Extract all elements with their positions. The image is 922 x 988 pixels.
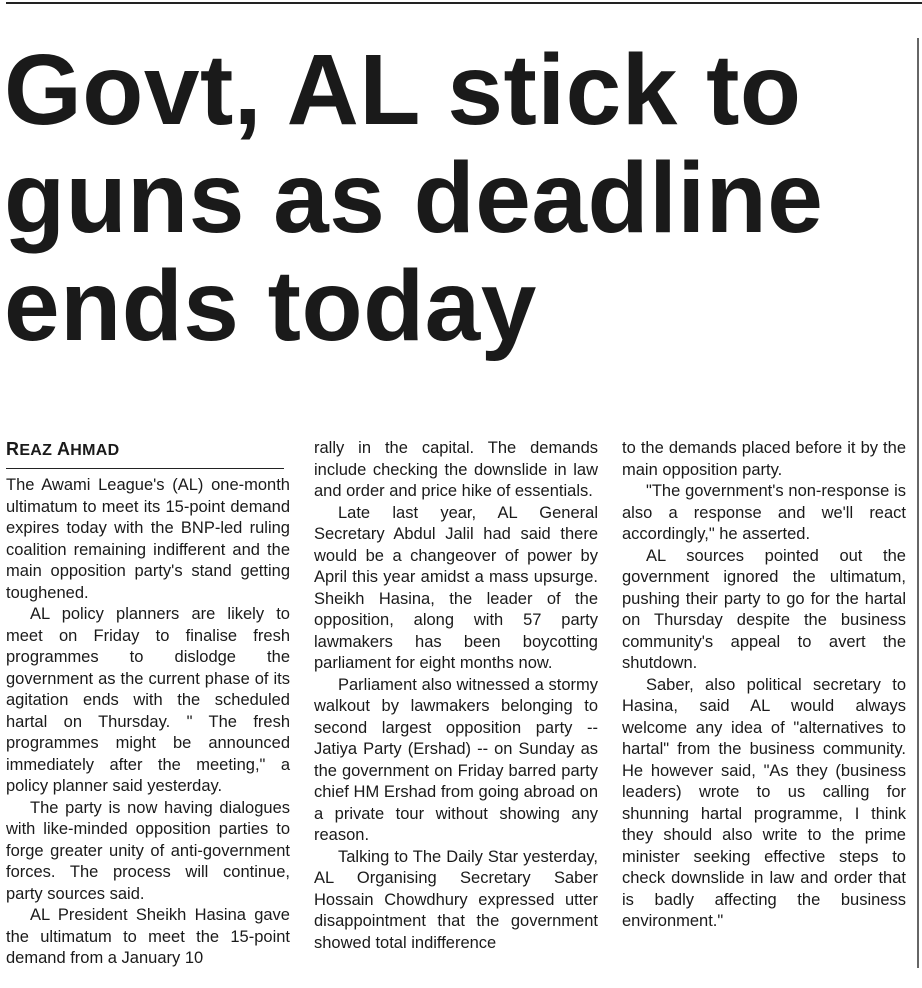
paragraph: to the demands placed before it by the main opposition party. (622, 439, 906, 479)
headline (4, 36, 909, 360)
byline-first-initial: R (6, 439, 20, 459)
paragraph: Parliament also witnessed a stormy walkout by lawmakers belonging to second largest opposition party -- Jatiya Party (Ershad) -- on Sunday as the government on Friday barred party chief HM Ershad from going abroad on a private tour without showing any reason. (314, 675, 598, 844)
headline-line-2: guns as deadline (4, 142, 824, 254)
headline-line-1: Govt, AL stick to (4, 34, 802, 146)
headline-line-3: ends today (4, 250, 537, 362)
byline-first-rest: EAZ (19, 442, 53, 459)
paragraph: rally in the capital. The demands include checking the downslide in law and order and price hike of essentials. (314, 439, 598, 500)
article-column-1 (6, 438, 290, 970)
byline (6, 438, 284, 469)
right-column-rule (917, 38, 919, 968)
paragraph: The party is now having dialogues with like-minded opposition parties to forge greater unity of anti-government forces. The process will continue, party sources said. (6, 798, 290, 903)
byline-last-rest: HMAD (70, 442, 120, 459)
paragraph: AL sources pointed out the government ignored the ultimatum, pushing their party to go for the hartal on Thursday despite the business community's appeal to avert the shutdown. (622, 546, 906, 672)
article-column-2 (314, 438, 598, 954)
paragraph: Late last year, AL General Secretary Abdul Jalil had said there would be a changeover of power by April this year amidst a mass upsurge. Sheikh Hasina, the leader of the opposition, along with 57 party lawmakers has been boycotting parliament for eight months now. (314, 503, 598, 672)
paragraph: "The government's non-response is also a response and we'll react accordingly," he asserted. (622, 482, 906, 543)
byline-last-initial: A (56, 439, 71, 459)
article-column-3 (622, 438, 906, 933)
paragraph: The Awami League's (AL) one-month ultimatum to meet its 15-point demand expires today with the BNP-led ruling coalition remaining indifferent and the main opposition party's stand getting toughened. (6, 476, 290, 602)
paragraph: AL policy planners are likely to meet on Friday to finalise fresh programmes to dislodge the government as the current phase of its agitation ends with the scheduled hartal on Thursday. " The fresh programmes might be announced immediately after the meeting," a policy planner said yesterday. (6, 605, 290, 795)
paragraph: Saber, also political secretary to Hasina, said AL would always welcome any idea of "alternatives to hartal" from the business community. He however said, "As they (business leaders) wrote to us calling for shunning hartal programme, I think they should also write to the prime minister seeking effective steps to check downslide in law and order that is badly affecting the business environment." (622, 675, 906, 930)
paragraph: Talking to The Daily Star yesterday, AL Organising Secretary Saber Hossain Chowdhury expressed utter disappointment that the government showed total indifference (314, 847, 598, 952)
top-rule (6, 2, 922, 4)
paragraph: AL President Sheikh Hasina gave the ultimatum to meet the 15-point demand from a January 10 (6, 906, 290, 967)
